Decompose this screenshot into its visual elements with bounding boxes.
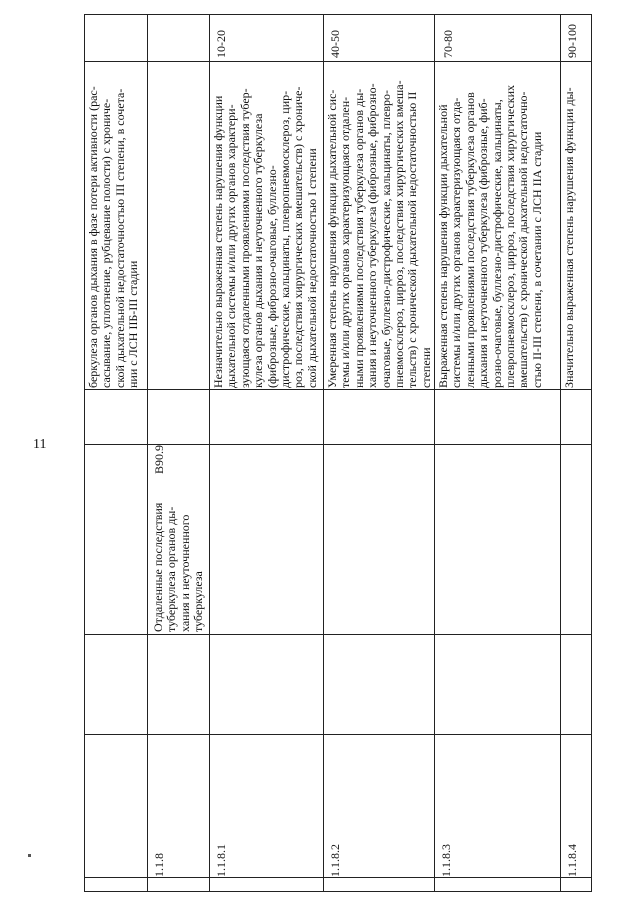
column-border xyxy=(84,734,592,735)
row-1-1-8-3-percent: 70-80 xyxy=(441,30,455,58)
row-border xyxy=(591,14,592,892)
row-1-1-8-2-percent: 40-50 xyxy=(328,30,342,58)
scan-dot xyxy=(28,854,31,857)
row-border xyxy=(84,877,592,878)
column-border xyxy=(84,61,592,62)
row-border xyxy=(84,14,592,15)
row-border xyxy=(434,14,435,892)
row-1-1-8-3-description: Выраженная степень нарушения функции дыхательной системы и/или других органов характеризующаяся отда- ленными проявлениями последствия туберкулеза органов дыхания и неуточненного туберкулеза (фиброзные, фиб- розно-очаговые, буллезно-дистрофические, кальцинаты, плевропневмосклероз, цирроз, последствия хирургических вмешательств) с хронической дыхательной недостаточно- стью II-III степени, в сочетании с ЛСН IIА стадии xyxy=(436,84,544,388)
row-1-1-8-code: 1.1.8 xyxy=(152,853,166,877)
disability-criteria-table xyxy=(84,14,592,892)
row-1-1-8-2-code: 1.1.8.2 xyxy=(328,844,342,877)
column-border xyxy=(84,634,592,635)
page-number: 11 xyxy=(33,437,47,452)
row-1-1-8-1-percent: 10-20 xyxy=(214,30,228,58)
row-border xyxy=(84,14,85,892)
row-border xyxy=(560,14,561,892)
row-1-1-8-title: Отдаленные последствия туберкулеза органов ды- хания и неуточненного туберкулеза xyxy=(151,502,206,632)
row-1-1-8-3-code: 1.1.8.3 xyxy=(439,844,453,877)
row-1-1-8-1-description: Незначительно выраженная степень нарушения функции дыхательной системы и/или других органов характери- зующаяся отдаленными проявлениями последствия тубер- кулеза органов дыхания и неуточненного туберкулеза (фиброзные, фиброзно-очаговые, буллезно- дистрофические, кальцинаты, плевропневмосклероз, цир- роз, последствия хирургических вмешательств) с хрониче- ской дыхательной недостаточностью I степени xyxy=(211,86,319,388)
row-border xyxy=(84,891,592,892)
row-border xyxy=(209,14,210,892)
row-1-1-8-1-code: 1.1.8.1 xyxy=(214,844,228,877)
row-1-1-8-2-description: Умеренная степень нарушения функции дыхательной сис- темы и/или других органов характеризующаяся отдален- ными проявлениями последствия туберкулеза органов ды- хания и неуточненного туберкулеза (фиброзные, фиброзно- очаговые, буллезно-дистрофические, кальцинаты, плевро- пневмосклероз, цирроз, последствия хирургических вмеша- тельств) с хронической дыхательной недостаточностью II степени xyxy=(325,80,433,388)
row-1-1-8-4-code: 1.1.8.4 xyxy=(565,844,579,877)
row-continuation-description: беркулеза органов дыхания в фазе потери активности (рас- сасывание, уплотнение, рубцевание полости) с хрониче- ской дыхательной недостаточностью III степени, в сочета- нии с ЛСН IIБ-III стадии xyxy=(86,86,141,388)
row-1-1-8-icd-code: B90.9 xyxy=(152,444,166,474)
column-border xyxy=(84,389,592,390)
row-1-1-8-4-percent: 90-100 xyxy=(565,24,579,58)
row-border xyxy=(323,14,324,892)
row-border xyxy=(147,14,148,892)
row-1-1-8-4-description: Значительно выраженная степень нарушения функции ды- xyxy=(562,87,576,388)
